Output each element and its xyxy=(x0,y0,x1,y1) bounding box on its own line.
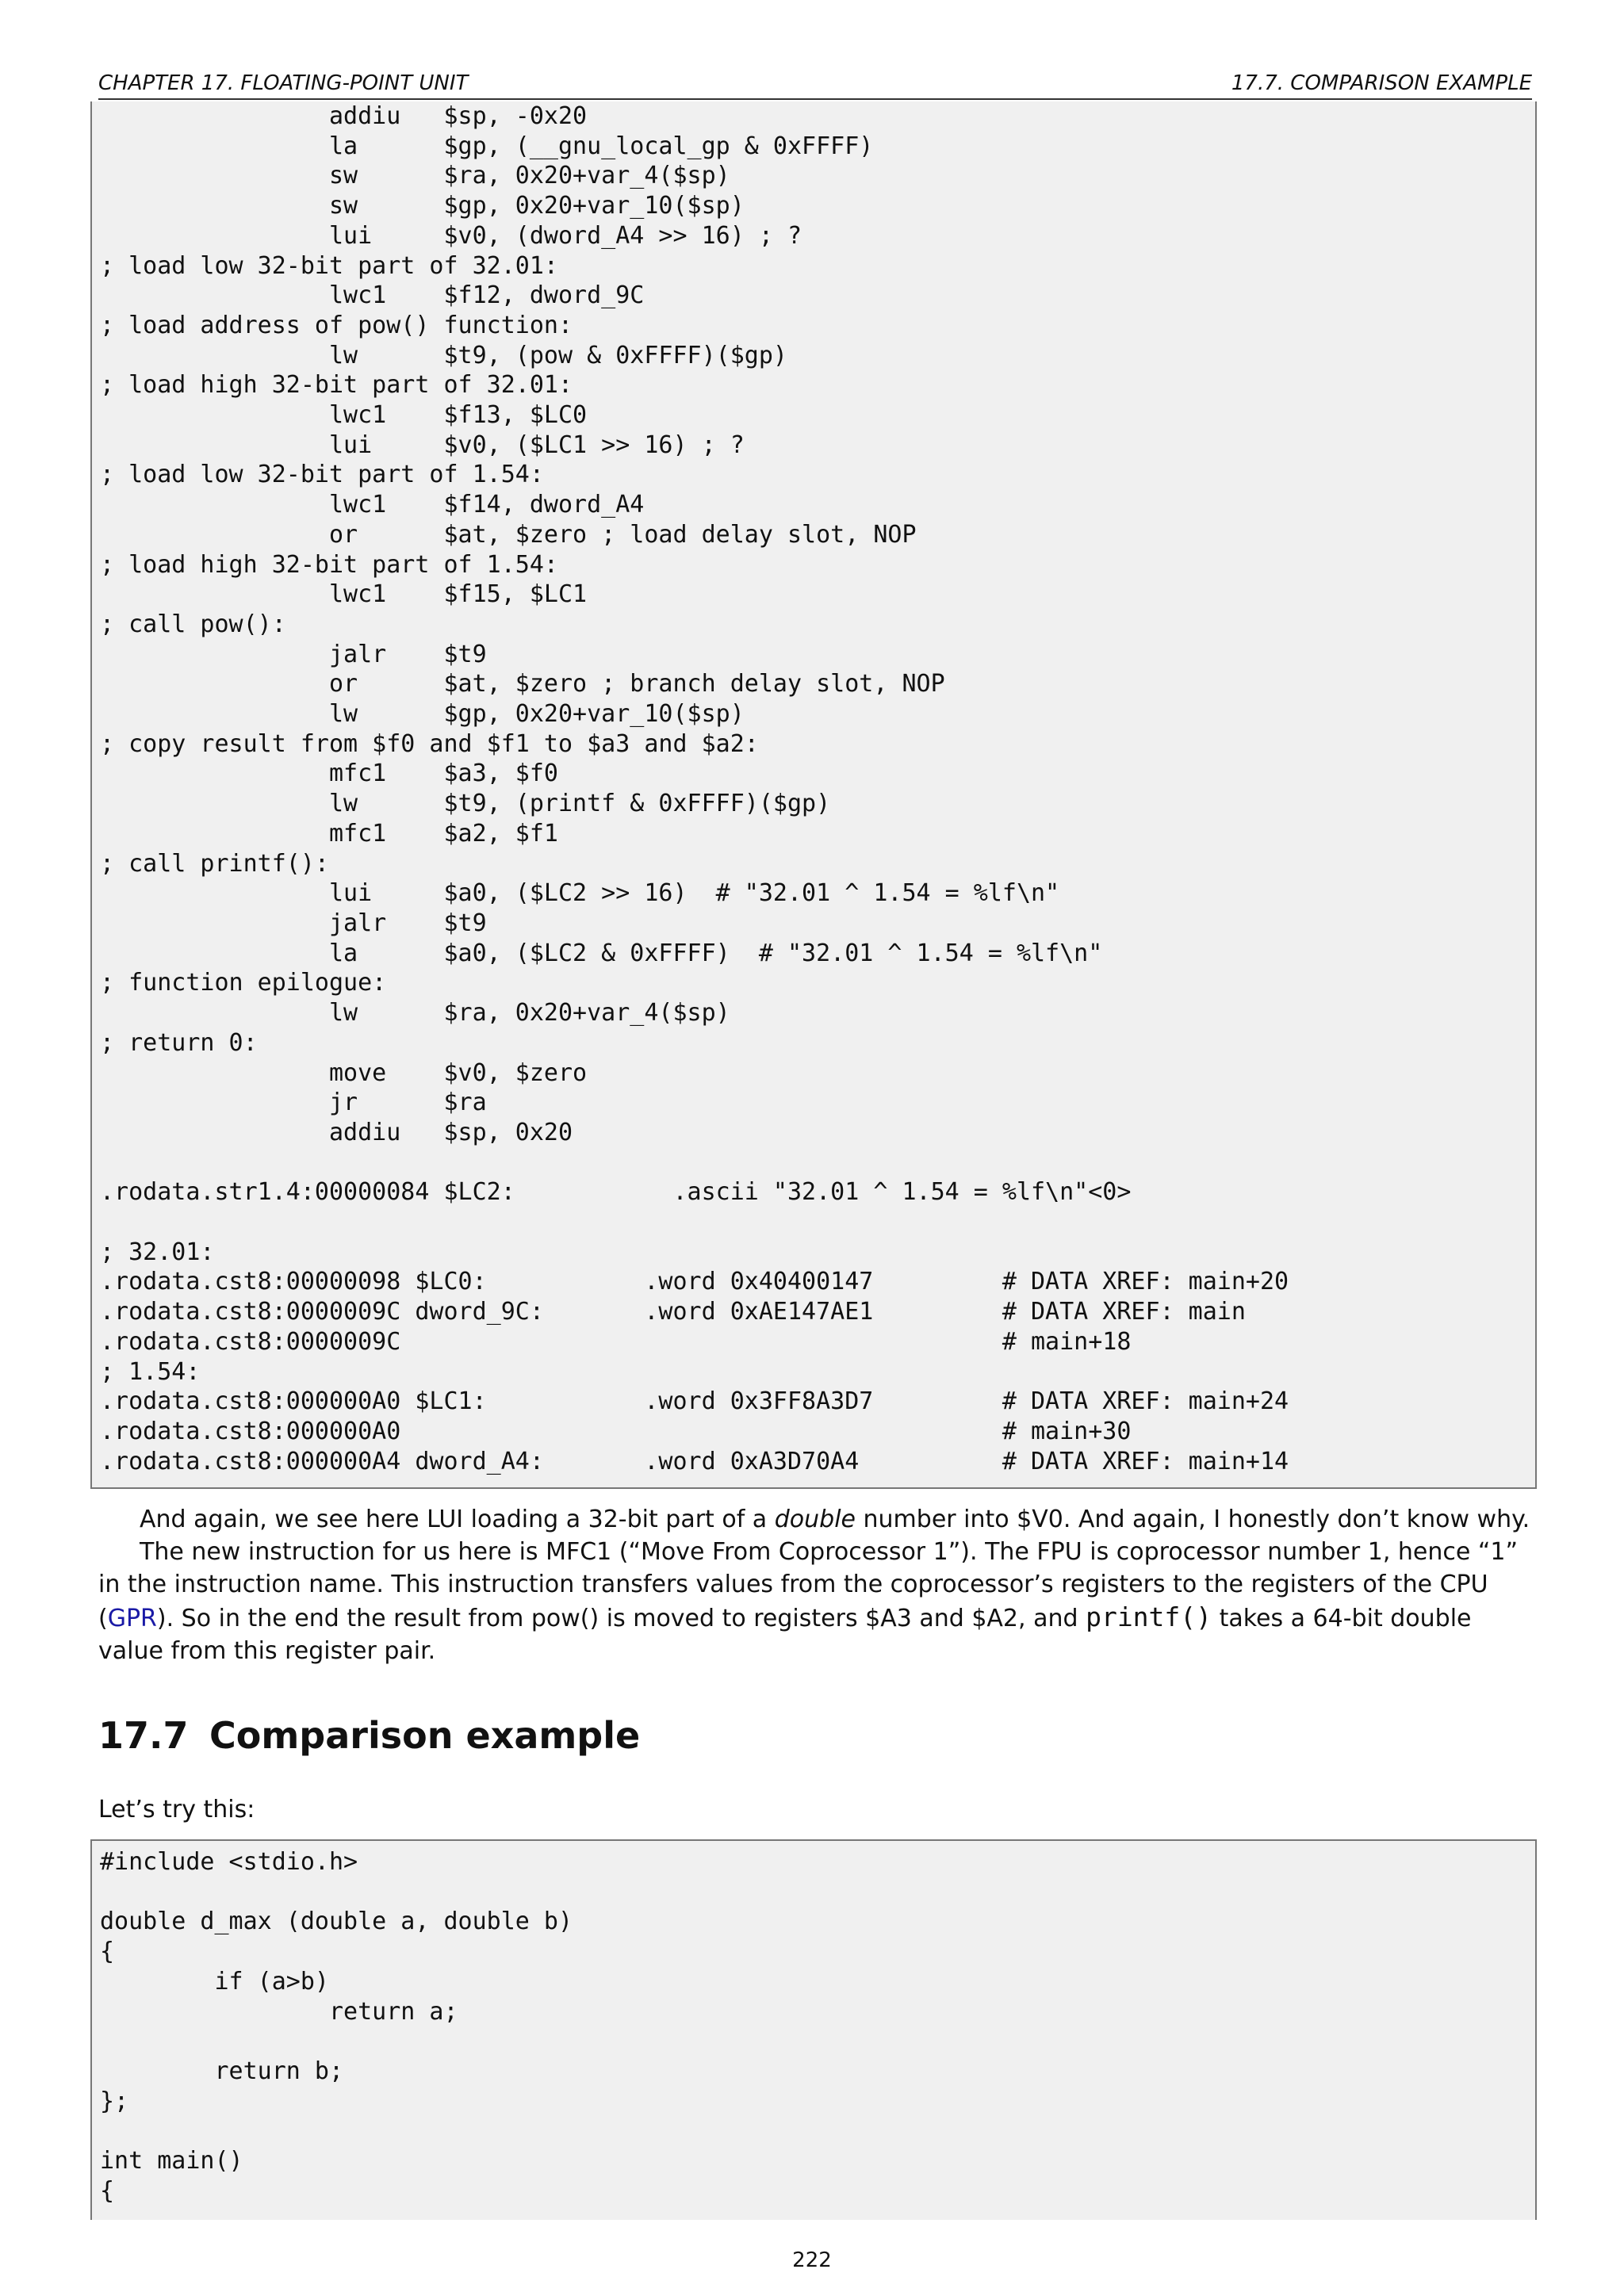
para2-text-c: takes a 64-bit double value from this register pair. xyxy=(98,1605,1472,1665)
mips-listing-code: addiu $sp, -0x20 la $gp, (__gnu_local_gp & 0xFFFF) sw $ra, 0x20+var_4($sp) sw $gp, 0x20+var_10($sp) lui $v0, (dword_A4 >> 16) ; ? ; load low 32-bit part of 32.01: lwc1 $f12, dword_9C ; load address of pow() function: lw $t9, (pow & 0xFFFF)($gp) ; load high 32-bit part of 32.01: lwc1 $f13, $LC0 lui $v0, ($LC1 >> 16) ; ? ; load low 32-bit part of 1.54: lwc1 $f14, dword_A4 or $at, $zero ; load delay slot, NOP ; load high 32-bit part of 1.54: lwc1 $f15, $LC1 ; call pow(): jalr $t9 or $at, $zero ; branch delay slot, NOP lw $gp, 0x20+var_10($sp) ; copy result from $f0 and $f1 to $a3 and $a2: mfc1 $a3, $f0 lw $t9, (printf & 0xFFFF)($gp) mfc1 $a2, $f1 ; call printf(): lui $a0, ($LC2 >> 16) # "32.01 ^ 1.54 = %lf\n" jalr $t9 la $a0, ($LC2 & 0xFFFF) # "32.01 ^ 1.54 = %lf\n" ; function epilogue: lw $ra, 0x20+var_4($sp) ; return 0: move $v0, $zero jr $ra addiu $sp, 0x20 .rodata.str1.4:00000084 $LC2: .ascii "32.01 ^ 1.54 = %lf\n"<0> ; 32.01: .rodata.cst8:00000098 $LC0: .word 0x40400147 # DATA XREF: main+20 .rodata.cst8:0000009C dword_9C: .word 0xAE147AE1 # DATA XREF: main .rodata.cst8:0000009C # main+18 ; 1.54: .rodata.cst8:000000A0 $LC1: .word 0x3FF8A3D7 # DATA XREF: main+24 .rodata.cst8:000000A0 # main+30 .rodata.cst8:000000A4 dword_A4: .word 0xA3D70A4 # DATA XREF: main+14 xyxy=(100,102,1289,1475)
paragraph-lui xyxy=(98,1503,1532,1536)
intro-text: Let’s try this: xyxy=(98,1796,255,1823)
para2-text-b: ). So in the end the result from pow() is moved to registers $A3 and $A2, and xyxy=(156,1605,1086,1632)
section-number: 17.7 xyxy=(98,1714,189,1757)
section-title: Comparison example xyxy=(209,1714,641,1757)
printf-inline-code: printf() xyxy=(1086,1601,1212,1632)
page-number: 222 xyxy=(792,2248,832,2272)
c-listing xyxy=(90,1839,1537,2220)
mips-listing xyxy=(90,101,1537,1489)
para2-text-a: The new instruction for us here is MFC1 (“Move From Coprocessor 1”). The FPU is coprocessor number 1, hence “1” in the instruction name. This instruction transfers values from the coprocessor’s registers to the registers of the CPU ( xyxy=(98,1538,1519,1632)
para1-text-a: And again, we see here LUI loading a 32-bit part of a xyxy=(140,1506,775,1533)
c-listing-code: #include <stdio.h> double d_max (double a, double b) { if (a>b) return a; return b; }; int main() { xyxy=(100,1848,573,2205)
header-chapter: CHAPTER 17. FLOATING-POINT UNIT xyxy=(98,71,469,95)
header-section: 17.7. COMPARISON EXAMPLE xyxy=(1231,71,1532,95)
para1-text-b: number into $V0. And again, I honestly don’t know why. xyxy=(855,1506,1530,1533)
running-header xyxy=(98,68,1532,100)
para1-emphasis: double xyxy=(774,1506,856,1533)
section-heading xyxy=(98,1714,640,1757)
gpr-link[interactable]: GPR xyxy=(107,1605,157,1632)
paragraph-mfc1 xyxy=(98,1536,1532,1667)
